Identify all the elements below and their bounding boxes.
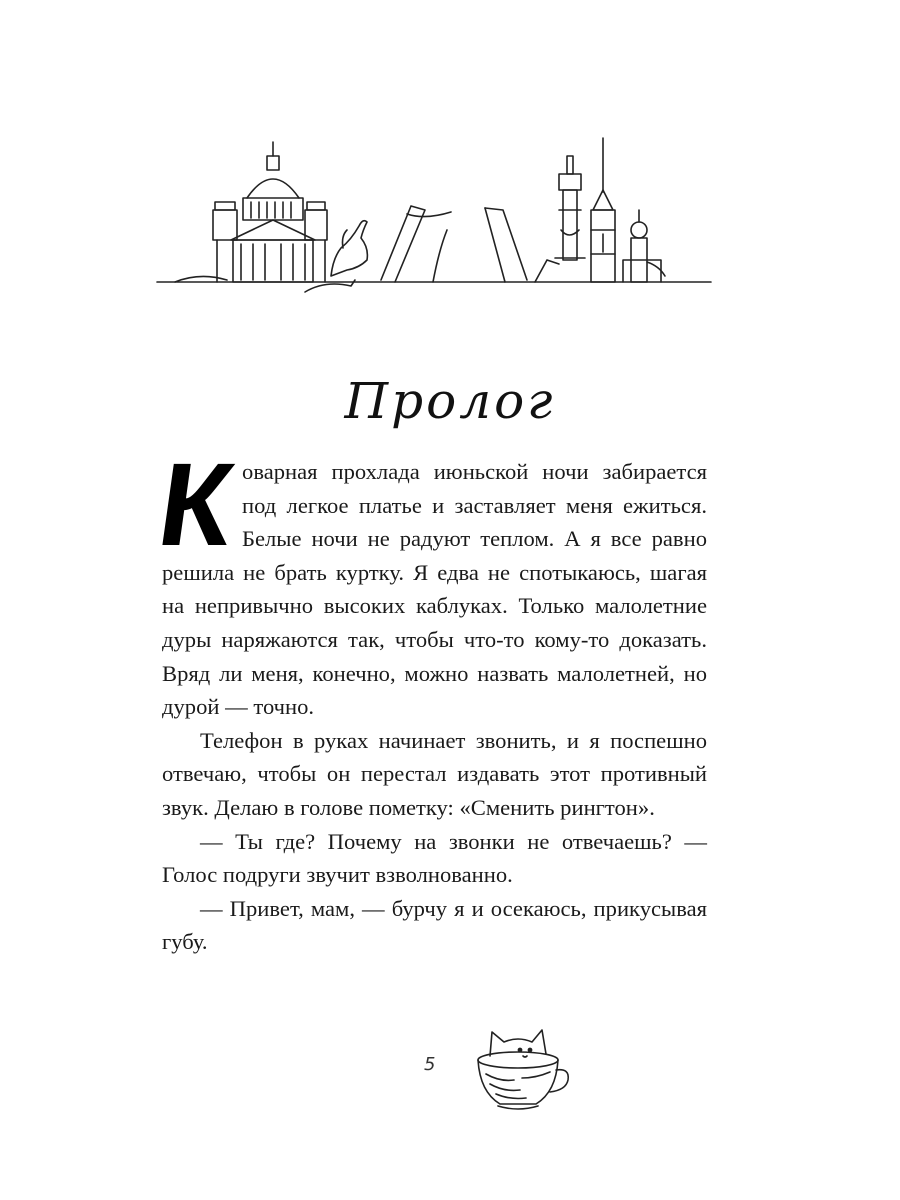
chapter-title: Пролог — [344, 372, 556, 430]
paragraph-3: — Ты где? Почему на звонки не отвечаешь? — Голос подруги звучит взволнованно. — [162, 828, 707, 888]
paragraph-2: Телефон в руках начинает звонить, и я поспешно отвечаю, чтобы он перестал издавать этот противный звук. Делаю в голове пометку: «Сменить рингтон». — [162, 727, 707, 820]
page-number: 5 — [424, 1054, 436, 1075]
paragraph-1-text: оварная прохлада июньской ночи забирается под легкое платье и заставляет меня ежиться. Белые ночи не радуют теплом. А я все равно решила не брать куртку. Я едва не спотыкаюсь, шагая на непривычно высоких каблуках. Только малолетние дуры наряжаются так, чтобы что-то кому-то доказать. Вряд ли меня, конечно, можно назвать малолетней, но дурой — точно. — [162, 459, 707, 720]
body-text — [150, 439, 707, 959]
city-skyline-illustration — [155, 130, 715, 300]
cat-in-cup-illustration — [470, 1022, 570, 1114]
drop-cap: К — [150, 439, 242, 571]
paragraph-1 — [150, 439, 707, 724]
paragraph-4: — Привет, мам, — бурчу я и осекаюсь, прикусывая губу. — [162, 895, 707, 955]
